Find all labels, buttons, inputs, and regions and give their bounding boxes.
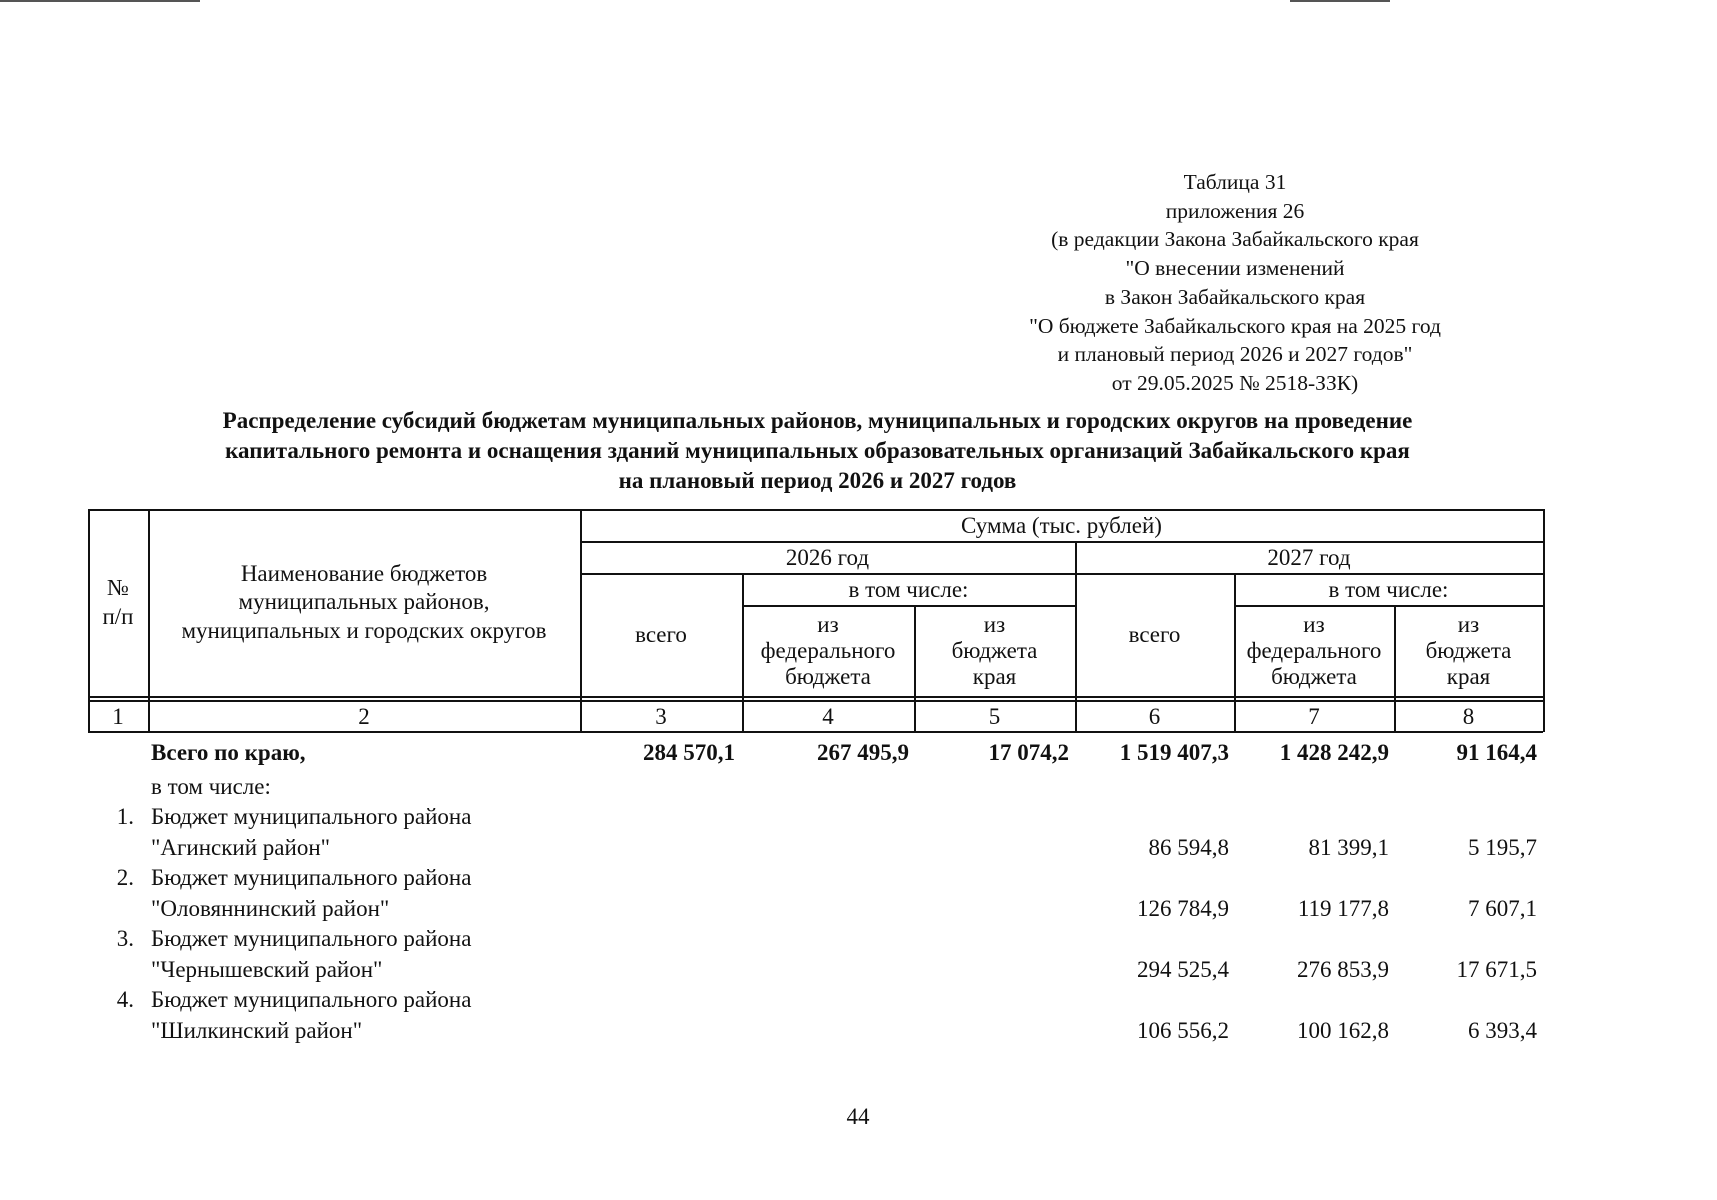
total-2026-total: 284 570,1 bbox=[643, 740, 735, 765]
row-2027-regional: 5 195,7 bbox=[1468, 835, 1537, 860]
including-label: в том числе: bbox=[151, 774, 271, 799]
row-2027-federal: 119 177,8 bbox=[1297, 896, 1389, 921]
row-2027-total: 294 525,4 bbox=[1137, 957, 1229, 982]
row-name-line: Бюджет муниципального района bbox=[151, 865, 472, 890]
total-2027-federal: 1 428 242,9 bbox=[1279, 740, 1389, 765]
total-2027-regional: 91 164,4 bbox=[1456, 740, 1537, 765]
column-number: 8 bbox=[1462, 703, 1475, 729]
header-text: муниципальных районов, bbox=[238, 589, 490, 615]
row-number: 1. bbox=[116, 804, 134, 829]
header-year-2026: 2026 год bbox=[785, 544, 870, 570]
header-sum: Сумма (тыс. рублей) bbox=[961, 512, 1162, 538]
header-note-line: и плановый период 2026 и 2027 годов" bbox=[1057, 342, 1413, 367]
header-text: из bbox=[983, 611, 1006, 637]
row-2027-regional: 6 393,4 bbox=[1468, 1018, 1537, 1043]
column-number: 3 bbox=[655, 703, 667, 729]
row-name-line: Бюджет муниципального района bbox=[151, 987, 472, 1012]
header-2026-including: в том числе: bbox=[848, 576, 969, 602]
header-text: бюджета bbox=[951, 637, 1038, 663]
row-name-line: "Чернышевский район" bbox=[151, 957, 383, 982]
header-2026-total: всего bbox=[635, 622, 687, 647]
table-border-bottom bbox=[88, 731, 1543, 733]
header-text: муниципальных и городских округов bbox=[181, 617, 547, 643]
header-text: бюджета bbox=[785, 663, 871, 689]
header-text: федерального bbox=[760, 637, 896, 663]
scan-edge-mark bbox=[0, 0, 200, 2]
total-2026-regional: 17 074,2 bbox=[988, 740, 1069, 765]
header-note-line: "О бюджете Забайкальского края на 2025 год bbox=[1029, 313, 1441, 338]
column-number: 6 bbox=[1148, 703, 1161, 729]
header-text: из bbox=[1457, 611, 1480, 637]
header-note-line: Таблица 31 bbox=[1183, 170, 1287, 194]
column-number: 4 bbox=[822, 703, 834, 729]
row-name-line: "Шилкинский район" bbox=[151, 1018, 363, 1043]
header-2027-total: всего bbox=[1128, 622, 1181, 647]
header-text: из bbox=[817, 611, 839, 637]
header-text: края bbox=[972, 663, 1017, 689]
row-name-line: "Оловяннинский район" bbox=[151, 896, 390, 921]
row-2027-regional: 7 607,1 bbox=[1468, 896, 1537, 921]
row-2027-regional: 17 671,5 bbox=[1456, 957, 1537, 982]
page-number: 44 bbox=[846, 1104, 870, 1129]
total-2027-total: 1 519 407,3 bbox=[1119, 740, 1229, 765]
header-note-line: приложения 26 bbox=[1165, 198, 1305, 223]
row-name-line: Бюджет муниципального района bbox=[151, 926, 472, 951]
row-name-line: "Агинский район" bbox=[151, 835, 331, 860]
row-2027-total: 86 594,8 bbox=[1148, 835, 1229, 860]
title-line: Распределение субсидий бюджетам муниципальных районов, муниципальных и городских округов на проведение bbox=[222, 408, 1413, 433]
row-number: 3. bbox=[116, 926, 134, 951]
header-2026-regional bbox=[914, 605, 1075, 696]
header-note bbox=[985, 168, 1485, 398]
header-2027-regional bbox=[1394, 605, 1543, 696]
header-2026-federal bbox=[742, 605, 914, 696]
header-year-2027: 2027 год bbox=[1267, 544, 1351, 570]
header-text: федерального bbox=[1246, 637, 1382, 663]
row-2027-federal: 276 853,9 bbox=[1297, 957, 1389, 982]
header-2027-including: в том числе: bbox=[1328, 576, 1449, 602]
header-note-line: в Закон Забайкальского края bbox=[1104, 284, 1366, 309]
row-2027-federal: 81 399,1 bbox=[1308, 835, 1389, 860]
header-budget-name bbox=[148, 509, 580, 696]
scan-edge-mark bbox=[1290, 0, 1390, 2]
column-number: 2 bbox=[358, 703, 370, 729]
column-number: 1 bbox=[112, 703, 124, 729]
header-text: № bbox=[107, 575, 129, 600]
total-2026-federal: 267 495,9 bbox=[817, 740, 909, 765]
row-number: 4. bbox=[116, 987, 134, 1012]
header-text: из bbox=[1303, 611, 1325, 637]
header-text: бюджета bbox=[1271, 663, 1357, 689]
document-title bbox=[95, 406, 1540, 496]
row-number: 2. bbox=[116, 865, 134, 890]
grid-line bbox=[1543, 509, 1545, 732]
header-2027-federal bbox=[1234, 605, 1394, 696]
row-name-line: Бюджет муниципального района bbox=[151, 804, 472, 829]
total-label: Всего по краю, bbox=[151, 740, 306, 765]
header-note-line: (в редакции Закона Забайкальского края bbox=[1051, 227, 1419, 252]
column-number: 7 bbox=[1308, 703, 1320, 729]
header-text: края bbox=[1446, 663, 1491, 689]
row-2027-federal: 100 162,8 bbox=[1297, 1018, 1389, 1043]
header-number bbox=[88, 509, 148, 696]
header-note-line: "О внесении изменений bbox=[1125, 256, 1345, 281]
header-text: Наименование бюджетов bbox=[240, 560, 488, 586]
header-text: п/п bbox=[102, 603, 134, 629]
header-text: бюджета bbox=[1425, 637, 1512, 663]
column-number: 5 bbox=[988, 703, 1001, 729]
row-2027-total: 126 784,9 bbox=[1137, 896, 1229, 921]
header-note-line: от 29.05.2025 № 2518-ЗЗК) bbox=[1111, 370, 1359, 395]
title-line: на плановый период 2026 и 2027 годов bbox=[618, 468, 1017, 493]
title-line: капитального ремонта и оснащения зданий муниципальных образовательных организаций Забайкальского края bbox=[225, 438, 1410, 463]
row-2027-total: 106 556,2 bbox=[1137, 1018, 1229, 1043]
grid-line bbox=[88, 696, 1543, 698]
